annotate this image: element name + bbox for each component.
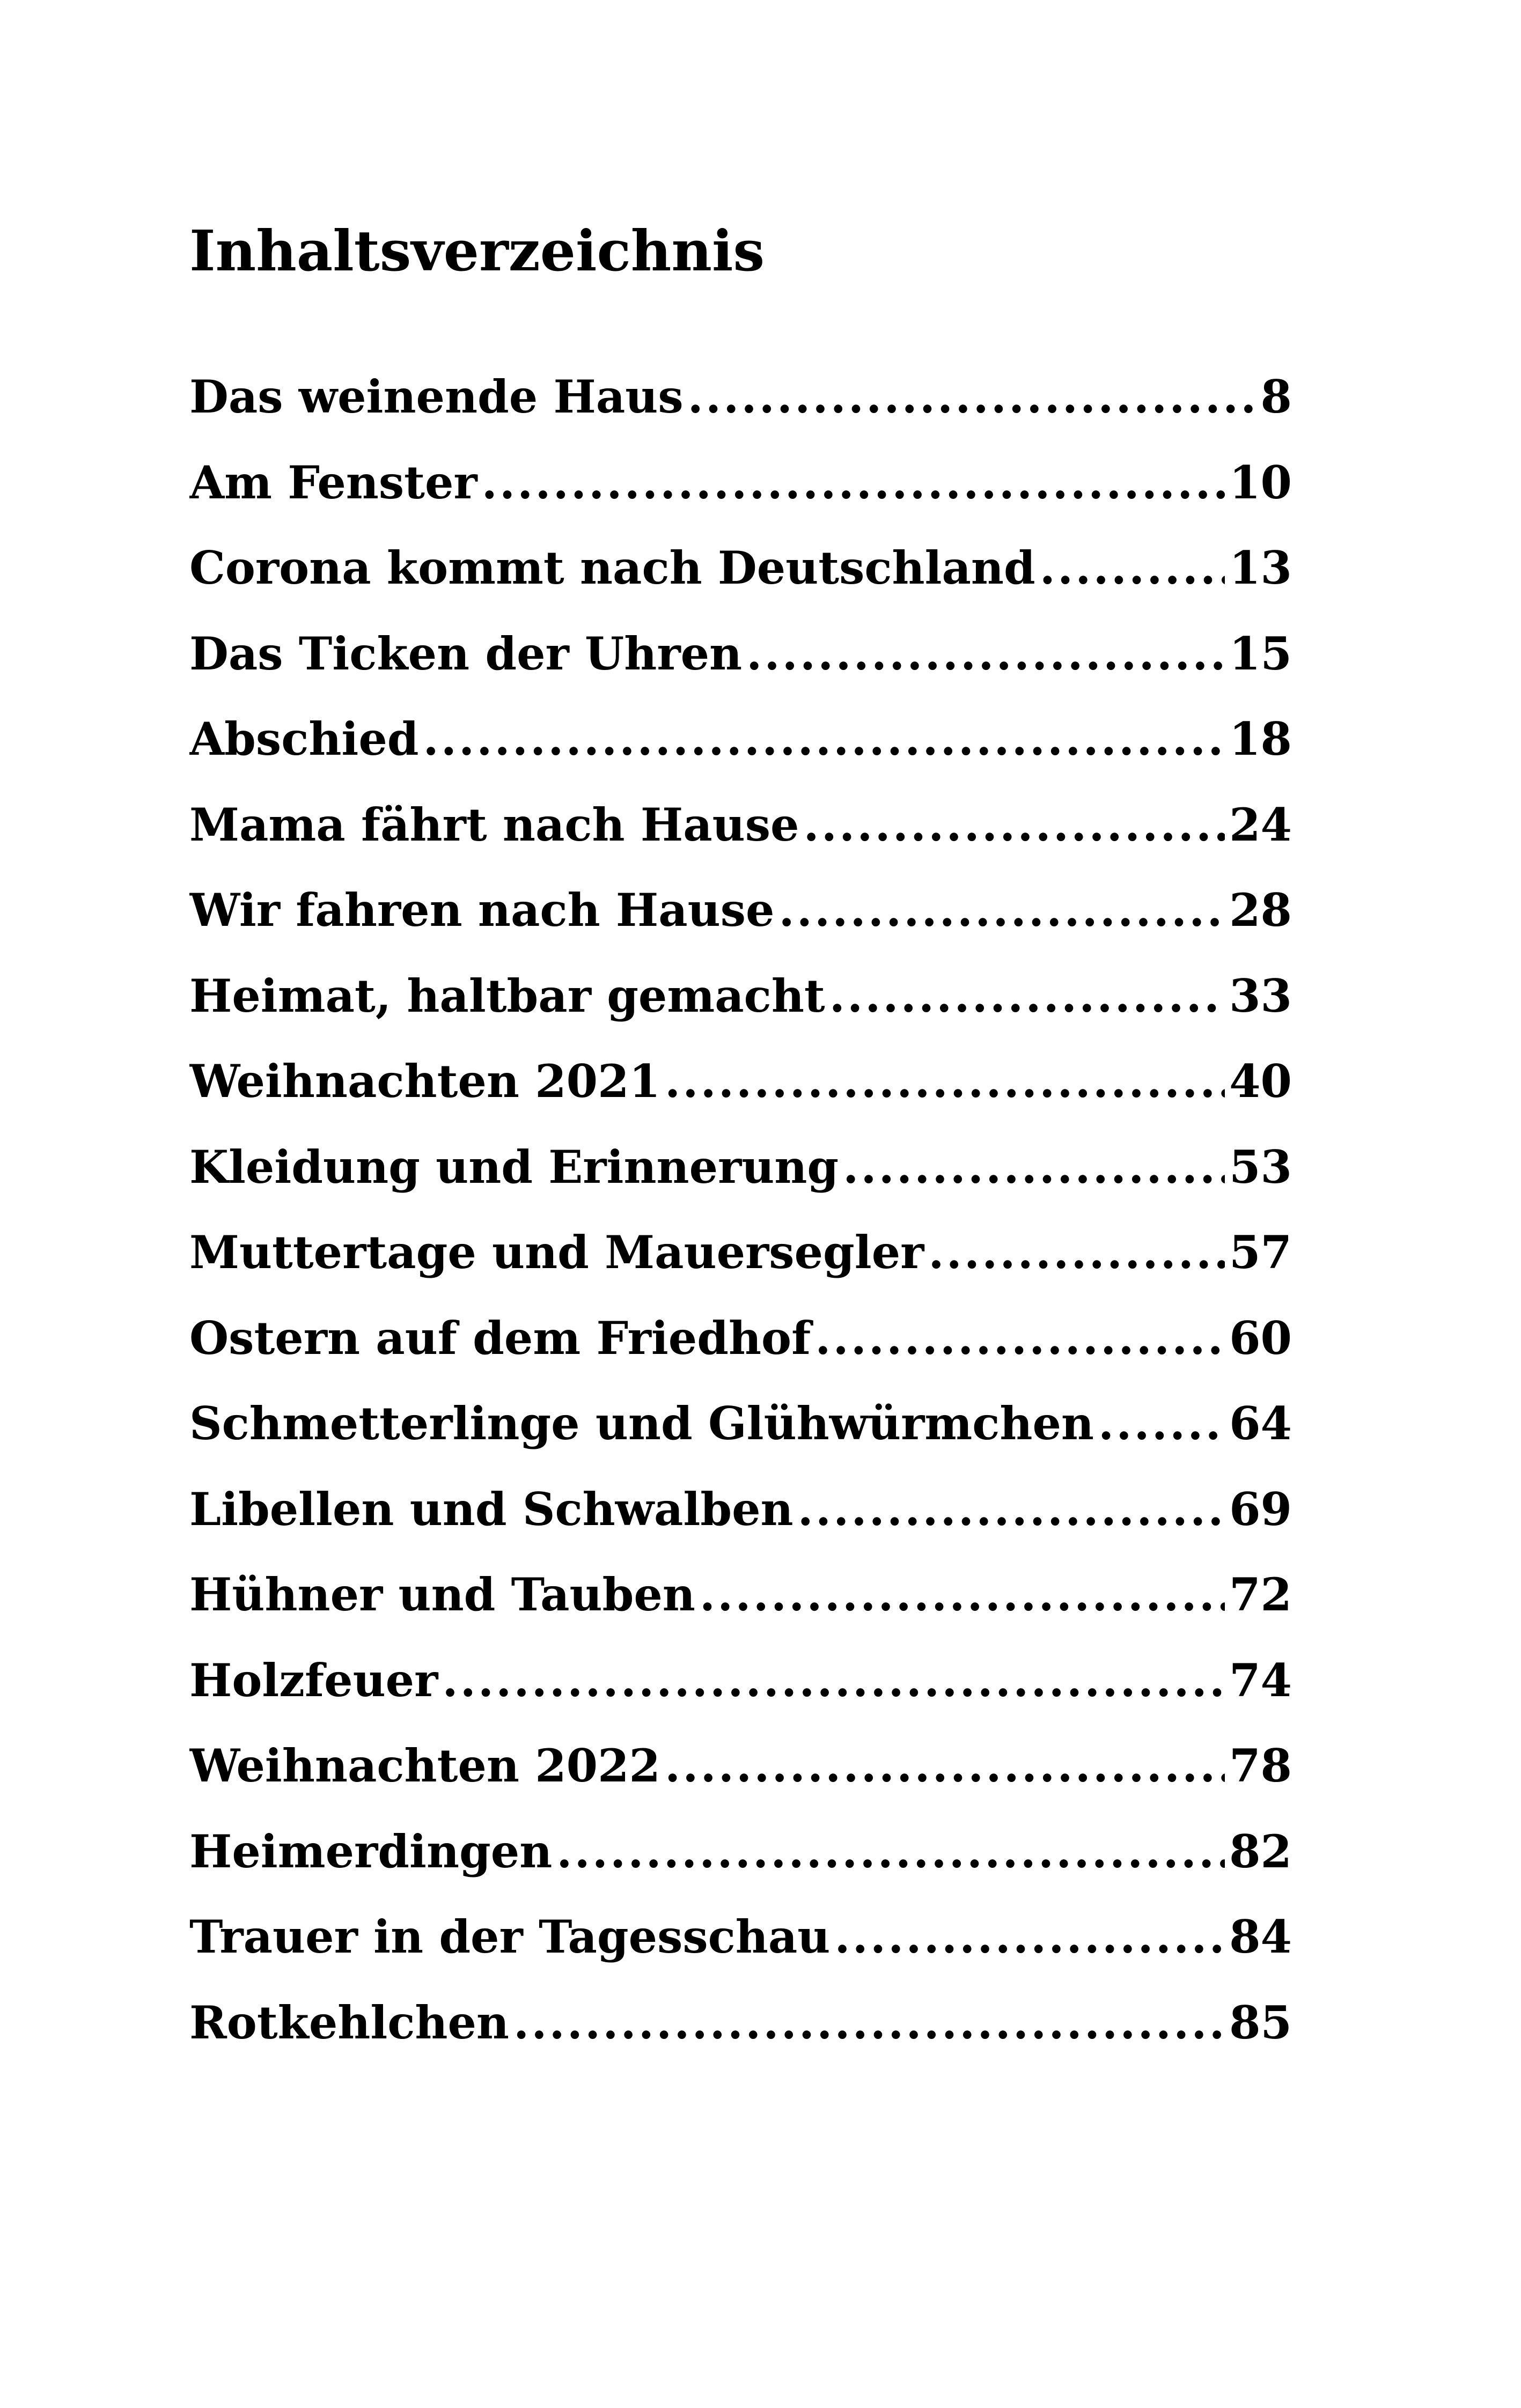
dot-leader <box>829 964 1225 1028</box>
toc-entry[interactable] <box>189 1135 1292 1221</box>
toc-page-number: 24 <box>1229 798 1292 851</box>
toc-entry[interactable] <box>189 1991 1292 2076</box>
toc-entry-title: Corona kommt nach Deutschland <box>189 541 1035 594</box>
toc-page-number: 69 <box>1229 1482 1292 1536</box>
toc-entry-title: Trauer in der Tagesschau <box>189 1910 831 1963</box>
toc-entry-title: Heimerdingen <box>189 1824 553 1878</box>
toc-entry[interactable] <box>189 1306 1292 1392</box>
toc-entry[interactable] <box>189 451 1292 536</box>
dot-leader <box>815 1306 1225 1371</box>
toc-entry-title: Am Fenster <box>189 455 477 509</box>
toc-entry[interactable] <box>189 1220 1292 1306</box>
toc-page-number: 53 <box>1229 1140 1292 1194</box>
toc-page-number: 64 <box>1229 1397 1292 1450</box>
toc-page-number: 57 <box>1229 1226 1292 1279</box>
toc-entry[interactable] <box>189 1049 1292 1135</box>
toc-page-number: 84 <box>1229 1910 1292 1963</box>
toc-page-number: 72 <box>1229 1568 1292 1621</box>
toc-entry[interactable] <box>189 878 1292 964</box>
dot-leader <box>803 793 1225 857</box>
dot-leader <box>442 1648 1225 1713</box>
dot-leader <box>1040 536 1225 600</box>
toc-entry-title: Schmetterlinge und Glühwürmchen <box>189 1397 1094 1450</box>
dot-leader <box>665 1734 1225 1798</box>
dot-leader <box>843 1135 1225 1199</box>
toc-entry-title: Weihnachten 2022 <box>189 1739 660 1792</box>
table-of-contents <box>189 365 1292 2076</box>
toc-entry[interactable] <box>189 1563 1292 1648</box>
toc-entry[interactable] <box>189 1734 1292 1820</box>
toc-entry-title: Ostern auf dem Friedhof <box>189 1311 811 1365</box>
toc-page-number: 8 <box>1260 370 1292 423</box>
toc-entry-title: Rotkehlchen <box>189 1995 509 2049</box>
toc-entry-title: Das Ticken der Uhren <box>189 627 743 680</box>
dot-leader <box>556 1820 1225 1884</box>
toc-entry-title: Heimat, haltbar gemacht <box>189 969 825 1022</box>
page-title: Inhaltsverzeichnis <box>189 218 765 284</box>
toc-entry-title: Libellen und Schwalben <box>189 1482 793 1536</box>
toc-page-number: 78 <box>1229 1739 1292 1792</box>
toc-entry[interactable] <box>189 1391 1292 1477</box>
toc-entry-title: Das weinende Haus <box>189 370 684 423</box>
dot-leader <box>482 451 1225 515</box>
toc-entry-title: Wir fahren nach Hause <box>189 883 775 937</box>
toc-page-number: 82 <box>1229 1824 1292 1878</box>
toc-entry[interactable] <box>189 964 1292 1050</box>
dot-leader <box>928 1220 1225 1285</box>
toc-entry-title: Abschied <box>189 712 419 765</box>
toc-entry[interactable] <box>189 1648 1292 1734</box>
toc-page-number: 10 <box>1229 455 1292 509</box>
toc-page-number: 33 <box>1229 969 1292 1022</box>
dot-leader <box>778 878 1225 942</box>
toc-entry[interactable] <box>189 707 1292 793</box>
toc-page-number: 40 <box>1229 1055 1292 1108</box>
dot-leader <box>423 707 1225 771</box>
toc-entry-title: Holzfeuer <box>189 1653 438 1707</box>
dot-leader <box>688 365 1257 429</box>
toc-page-number: 13 <box>1229 541 1292 594</box>
toc-entry[interactable] <box>189 1905 1292 1991</box>
toc-entry-title: Muttertage und Mauersegler <box>189 1226 924 1279</box>
toc-entry-title: Kleidung und Erinnerung <box>189 1140 839 1194</box>
dot-leader <box>746 622 1225 686</box>
toc-page-number: 28 <box>1229 883 1292 937</box>
dot-leader <box>665 1049 1225 1114</box>
toc-entry-title: Weihnachten 2021 <box>189 1055 660 1108</box>
dot-leader <box>798 1477 1225 1542</box>
toc-page-number: 15 <box>1229 627 1292 680</box>
toc-entry[interactable] <box>189 1477 1292 1563</box>
toc-entry[interactable] <box>189 622 1292 708</box>
dot-leader <box>513 1991 1225 2055</box>
toc-entry[interactable] <box>189 365 1292 451</box>
dot-leader <box>700 1563 1225 1627</box>
dot-leader <box>1098 1391 1225 1456</box>
toc-page-number: 85 <box>1229 1995 1292 2049</box>
toc-page-number: 18 <box>1229 712 1292 765</box>
dot-leader <box>834 1905 1225 1969</box>
toc-entry[interactable] <box>189 793 1292 879</box>
toc-entry[interactable] <box>189 536 1292 622</box>
toc-entry-title: Hühner und Tauben <box>189 1568 695 1621</box>
toc-page-number: 60 <box>1229 1311 1292 1365</box>
toc-entry-title: Mama fährt nach Hause <box>189 798 799 851</box>
toc-entry[interactable] <box>189 1820 1292 1905</box>
toc-page-number: 74 <box>1229 1653 1292 1707</box>
